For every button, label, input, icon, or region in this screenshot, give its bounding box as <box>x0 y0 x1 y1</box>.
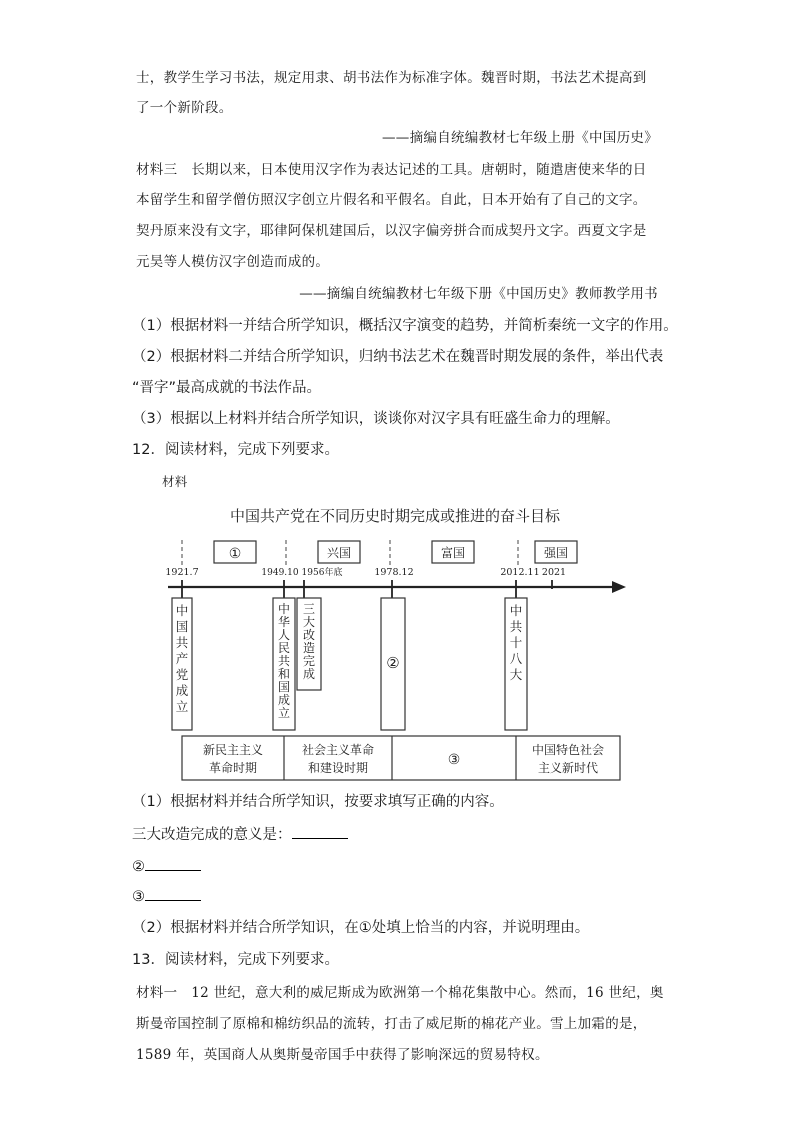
q11-sub1: （1）根据材料一并结合所学知识，概括汉字演变的趋势，并简析秦统一文字的作用。 <box>132 318 678 334</box>
period-2-line2: 和建设时期 <box>307 761 369 775</box>
goal-1: ① <box>228 546 242 562</box>
q12-sub2: （2）根据材料并结合所学知识，在①处填上恰当的内容，并说明理由。 <box>132 920 590 936</box>
goal-xingguo: 兴国 <box>326 546 352 560</box>
material3-line3: 契丹原来没有文字，耶律阿保机建国后，以汉字偏旁拼合而成契丹文字。西夏文字是 <box>136 223 647 239</box>
q11-sub2-line2: “晋字”最高成就的书法作品。 <box>132 380 322 396</box>
period-1-line1: 新民主主义 <box>202 743 264 757</box>
event-three-transformations: 三大改造完成 <box>302 602 316 681</box>
year-2012: 2012.11 <box>500 567 540 578</box>
period-3-blank: ③ <box>447 752 461 768</box>
figure-title: 中国共产党在不同历史时期完成或推进的奋斗目标 <box>229 507 561 525</box>
period-1-line2: 革命时期 <box>208 761 258 775</box>
q11-sub2-line1: （2）根据材料二并结合所学知识，归纳书法艺术在魏晋时期发展的条件，举出代表 <box>132 349 664 365</box>
period-2-line1: 社会主义革命 <box>301 743 375 757</box>
goal-qiangguo: 强国 <box>543 546 569 560</box>
year-1921: 1921.7 <box>165 567 199 578</box>
fill3-label: ③ <box>132 889 145 905</box>
q13-line1: 材料一 12 世纪，意大利的威尼斯成为欧洲第一个棉花集散中心。然而，16 世纪，奥 <box>136 985 664 1001</box>
q12-fill1 <box>132 824 348 845</box>
fill2-blank[interactable] <box>145 856 201 871</box>
material3-line2: 本留学生和留学僧仿照汉字创立片假名和平假名。自此，日本开始有了自己的文字。 <box>136 192 647 208</box>
material3-line4: 元昊等人模仿汉字创造而成的。 <box>136 254 330 270</box>
timeline-figure <box>160 498 630 788</box>
material2-line1: 士，教学生学习书法，规定用隶、胡书法作为标准字体。魏晋时期，书法艺术提高到 <box>136 70 647 86</box>
material3-line1: 材料三 长期以来，日本使用汉字作为表达记述的工具。唐朝时，随遣唐使来华的日 <box>136 162 647 178</box>
q12-sub1: （1）根据材料并结合所学知识，按要求填写正确的内容。 <box>132 794 504 810</box>
q12-title: 12．阅读材料，完成下列要求。 <box>132 442 339 458</box>
fill1-label: 三大改造完成的意义是： <box>132 827 292 843</box>
q13-title: 13．阅读材料，完成下列要求。 <box>132 952 339 968</box>
year-2021: 2021 <box>541 567 567 578</box>
event-cpc-founded: 中国共产党成立 <box>175 603 189 714</box>
event-18th-congress: 中共十八大 <box>509 603 523 682</box>
event-prc-founded: 中华人民共和国成立 <box>277 602 291 720</box>
q13-line3: 1589 年，英国商人从奥斯曼帝国手中获得了影响深远的贸易特权。 <box>136 1047 549 1063</box>
material3-source: ——摘编自统编教材七年级下册《中国历史》教师教学用书 <box>299 286 658 302</box>
q11-sub3: （3）根据以上材料并结合所学知识，谈谈你对汉字具有旺盛生命力的理解。 <box>132 411 620 427</box>
event-blank-2: ② <box>386 654 400 672</box>
fill1-blank[interactable] <box>292 824 348 839</box>
q12-fill3 <box>132 886 201 907</box>
fill2-label: ② <box>132 859 145 875</box>
q12-material-label: 材料 <box>162 474 188 489</box>
year-1956: 1956年底 <box>301 568 343 578</box>
material2-line2: 了一个新阶段。 <box>136 100 233 116</box>
period-4-line1: 中国特色社会 <box>531 743 605 757</box>
period-4-line2: 主义新时代 <box>537 761 599 775</box>
goal-fuguo: 富国 <box>440 546 466 560</box>
fill3-blank[interactable] <box>145 886 201 901</box>
q12-fill2 <box>132 856 201 877</box>
axis-arrow <box>612 581 626 593</box>
year-1949: 1949.10 <box>261 568 299 578</box>
year-1978: 1978.12 <box>374 567 414 578</box>
material2-source: ——摘编自统编教材七年级上册《中国历史》 <box>382 130 658 146</box>
q13-line2: 斯曼帝国控制了原棉和棉纺织品的流转，打击了威尼斯的棉花产业。雪上加霜的是， <box>136 1016 647 1032</box>
